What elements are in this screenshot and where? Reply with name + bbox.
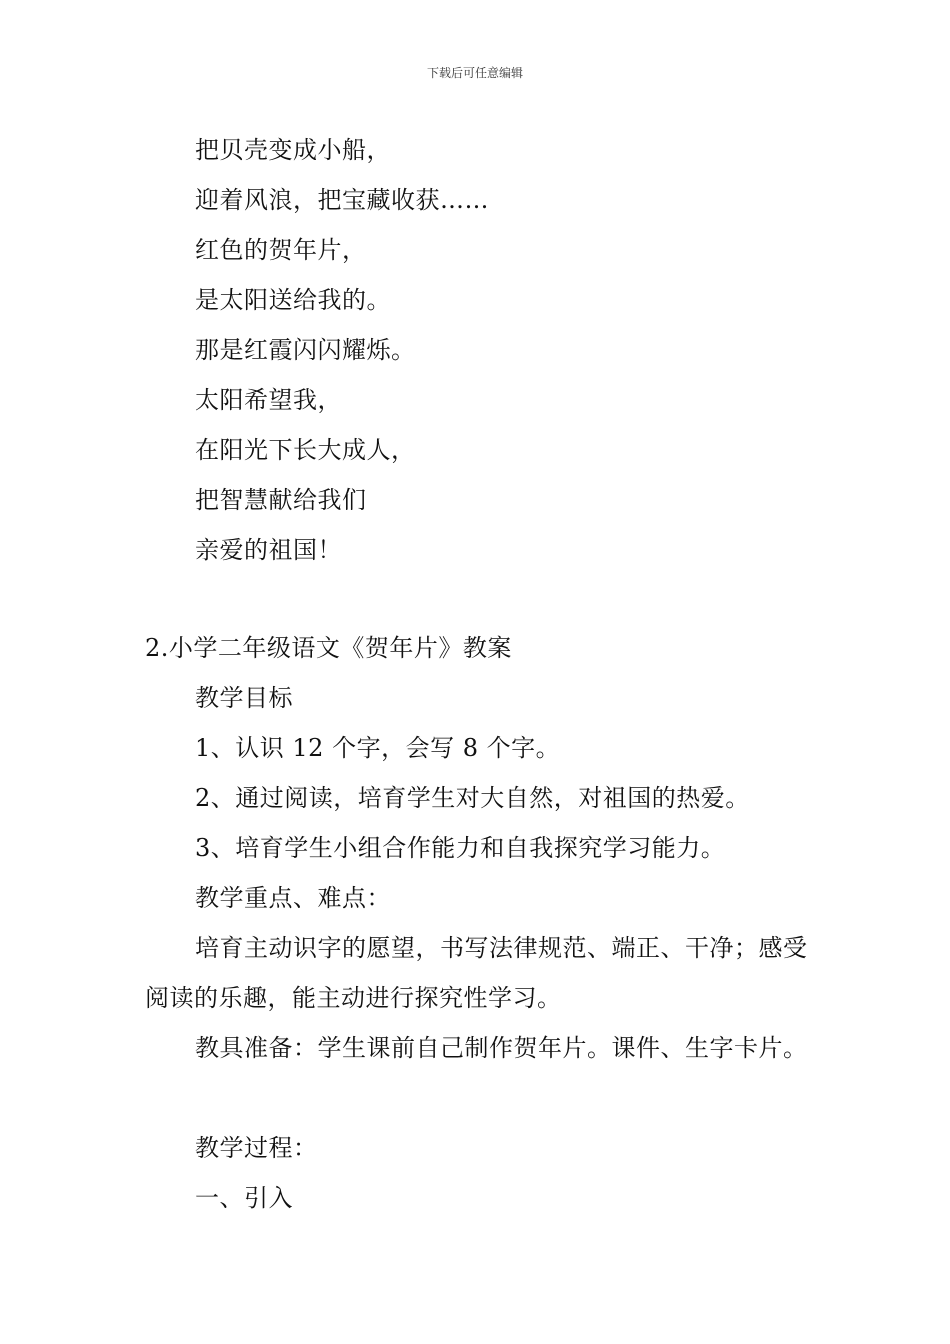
poem-line: 在阳光下长大成人， — [195, 436, 416, 464]
poem-line: 把贝壳变成小船， — [195, 136, 391, 164]
section-title: 2.小学二年级语文《贺年片》教案 — [145, 634, 512, 662]
preparation-text: 教具准备：学生课前自己制作贺年片。课件、生字卡片。 — [195, 1034, 808, 1062]
poem-line: 迎着风浪，把宝藏收获…… — [195, 186, 489, 214]
step-one-heading: 一、引入 — [195, 1184, 293, 1212]
key-points-text: 培育主动识字的愿望，书写法律规范、端正、干净；感受阅读的乐趣，能主动进行探究性学习。 — [145, 934, 808, 1012]
process-heading: 教学过程： — [195, 1134, 318, 1162]
goal-item: 2、通过阅读，培育学生对大自然，对祖国的热爱。 — [195, 784, 750, 812]
poem-line: 红色的贺年片， — [195, 236, 367, 264]
poem-line: 把智慧献给我们 — [195, 486, 367, 514]
key-points-heading: 教学重点、难点： — [195, 884, 391, 912]
page-header: 下载后可任意编辑 — [426, 66, 523, 80]
poem-line: 亲爱的祖国！ — [195, 536, 342, 564]
goal-item: 3、培育学生小组合作能力和自我探究学习能力。 — [195, 834, 726, 862]
poem-line: 那是红霞闪闪耀烁。 — [195, 336, 416, 364]
goals-heading: 教学目标 — [195, 684, 293, 712]
poem-line: 是太阳送给我的。 — [195, 286, 391, 314]
goal-item: 1、认识 12 个字，会写 8 个字。 — [195, 734, 561, 762]
poem-line: 太阳希望我， — [195, 386, 342, 414]
